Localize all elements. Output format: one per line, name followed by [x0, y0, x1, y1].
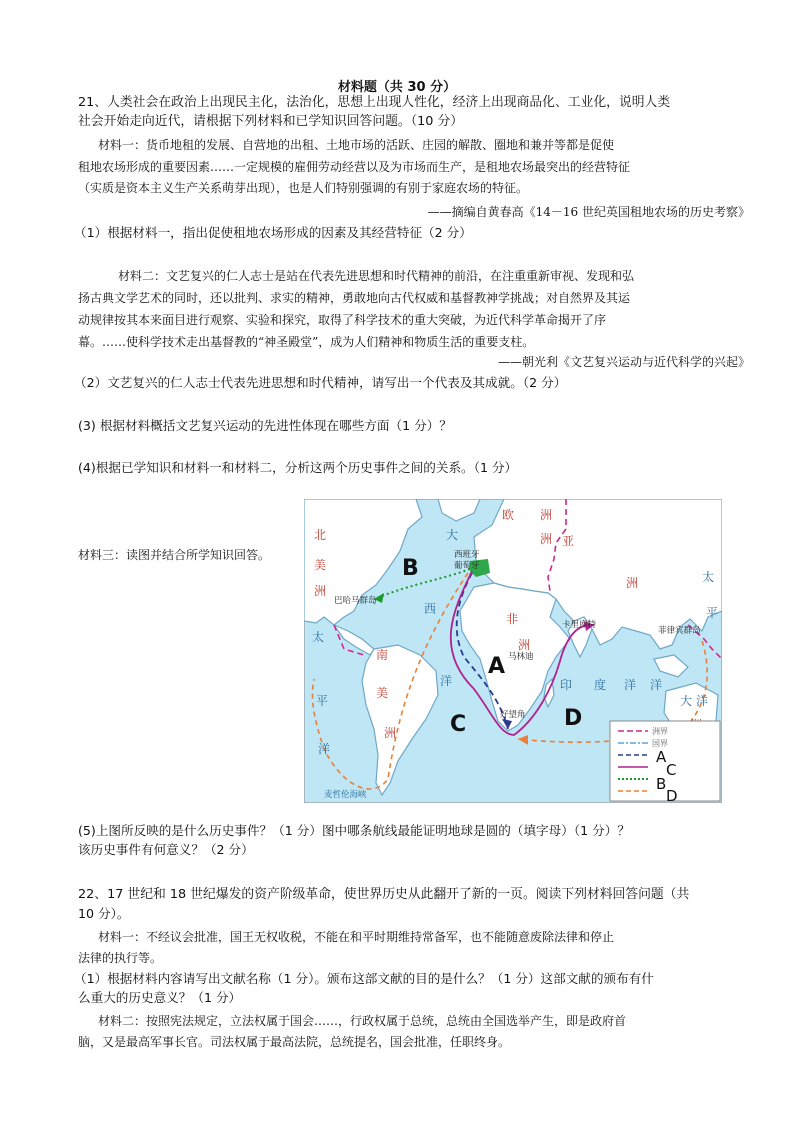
ocean-label-14: 洋	[696, 694, 709, 708]
map-legend	[610, 721, 720, 803]
ocean-label-7: 印	[560, 678, 573, 692]
q21-material1-line-2: 租地农场形成的重要因素……一定规模的雇佣劳动经营以及为市场而生产，是租地农场最突出的经营特征	[78, 160, 631, 174]
voyages-map	[304, 499, 722, 803]
place-label-portugal: 葡萄牙	[454, 561, 480, 571]
continent-label-2: 美	[314, 558, 327, 572]
place-label-bahamas: 巴哈马群岛	[334, 596, 377, 606]
legend-continent-border: 洲界	[652, 727, 668, 736]
q21-material1-line-3: （实质是资本主义生产关系萌芽出现），也是人们特别强调的有别于家庭农场的特征。	[78, 181, 529, 195]
q21-material2-source: ——朝光利《文艺复兴运动与近代科学的兴起》	[497, 355, 750, 369]
q21-question-5-line-1: (5)上图所反映的是什么历史事件？（1 分）图中哪条航线最能证明地球是圆的（填字母）（1 分）？	[78, 823, 630, 838]
place-label-cape: 好望角	[500, 710, 526, 720]
q22-material2-line-2: 脑，又是最高军事长官。司法权属于最高法院，总统提名，国会批准，任职终身。	[78, 1035, 511, 1049]
ocean-label-4: 太	[312, 630, 325, 644]
route-letter-b: B	[402, 556, 419, 581]
continent-label-11: 亚	[562, 534, 575, 548]
q21-material3: 材料三：读图并结合所学知识回答。	[78, 548, 271, 562]
continent-label-10: 洲	[518, 638, 531, 652]
continent-label-1: 北	[314, 528, 327, 542]
q21-question-4: (4)根据已学知识和材料一和材料二，分析这两个历史事件之间的关系。（1 分）	[78, 460, 518, 475]
q22-question-1-line-1: （1）根据材料内容请写出文献名称（1 分）。颁布这部文献的目的是什么？（1 分）这部文献的颁布有什	[74, 971, 654, 986]
q21-intro-line-1: 21、人类社会在政治上出现民主化，法治化，思想上出现人性化，经济上出现商品化、工业化，说明人类	[78, 95, 671, 110]
continent-label-5: 美	[376, 686, 389, 700]
continent-label-9: 非	[506, 612, 519, 626]
q21-material2-line-3: 动规律按其本来面目进行观察、实验和探究，取得了科学技术的重大突破，为近代科学革命揭开了序	[78, 313, 607, 327]
ocean-label-1: 大	[446, 528, 459, 542]
route-letter-a: A	[488, 654, 506, 679]
continent-label-13: 洲	[540, 532, 553, 546]
q22-material1-line-1: 材料一：不经议会批准，国王无权收税，不能在和平时期维持常备军，也不能随意废除法律和停止	[98, 930, 615, 944]
q21-question-2: （2）文艺复兴的仁人志士代表先进思想和时代精神，请写出一个代表及其成就。（2 分）	[74, 375, 567, 390]
legend-letter-d: D	[666, 787, 678, 803]
continent-label-8: 洲	[540, 508, 553, 522]
q22-intro-line-2: 10 分）。	[78, 906, 130, 921]
place-label-spain: 西班牙	[454, 550, 480, 560]
continent-label-6: 洲	[384, 726, 397, 740]
ocean-label-11: 平	[706, 606, 719, 620]
place-label-malindi: 马林迪	[508, 652, 534, 662]
ocean-label-3: 洋	[440, 674, 453, 688]
q22-question-1-line-2: 么重大的历史意义？（1 分）	[78, 990, 242, 1005]
continent-label-3: 洲	[314, 584, 327, 598]
ocean-label-9: 洋	[624, 678, 637, 692]
ocean-label-12: 洋	[650, 678, 663, 692]
route-letter-c: C	[450, 712, 467, 737]
legend-country-border: 国界	[652, 739, 668, 748]
continent-label-7: 欧	[502, 508, 515, 522]
continent-label-4: 南	[376, 648, 389, 662]
ocean-label-13: 大	[680, 694, 693, 708]
q21-intro-line-2: 社会开始走向近代，请根据下列材料和已学知识回答问题。（10 分）	[78, 114, 464, 129]
section-title: 材料题（共 30 分）	[337, 80, 457, 95]
q21-question-5-line-2: 该历史事件有何意义？（2 分）	[78, 842, 254, 857]
q21-material1-line-1: 材料一：货币地租的发展、自营地的出租、土地市场的活跃、庄园的解散、圈地和兼并等都是促使	[98, 138, 615, 152]
legend-letter-c: C	[666, 761, 677, 779]
ocean-label-8: 度	[594, 678, 607, 692]
continent-label-12: 洲	[626, 576, 639, 590]
q22-intro-line-1: 22、17 世纪和 18 世纪爆发的资产阶级革命，使世界历史从此翻开了新的一页。阅读下列材料回答问题（共	[78, 887, 690, 902]
ocean-label-6: 洋	[318, 742, 331, 756]
ocean-label-2: 西	[424, 602, 437, 616]
place-label-magellan: 麦哲伦海峡	[324, 790, 367, 800]
q21-material2-line-2: 扬古典文学艺术的同时，还以批判、求实的精神，勇敢地向古代权威和基督教神学挑战；对自然界及其运	[78, 291, 631, 305]
q21-question-1: （1）根据材料一，指出促使租地农场形成的因素及其经营特征（2 分）	[74, 225, 472, 240]
q21-question-3: (3) 根据材料概括文艺复兴运动的先进性体现在哪些方面（1 分）？	[78, 418, 452, 433]
legend-letter-b: B	[656, 775, 667, 793]
q22-material2-line-1: 材料二：按照宪法规定，立法权属于国会……，行政权属于总统，总统由全国选举产生，即是政府首	[98, 1014, 627, 1028]
place-label-philippines: 菲律宾群岛	[658, 626, 701, 636]
legend-letter-a: A	[656, 748, 667, 766]
q21-material2-line-4: 幕。……使科学技术走出基督教的“神圣殿堂”，成为人们精神和物质生活的重要支柱。	[78, 335, 535, 349]
q21-material2-line-1: 材料二：文艺复兴的仁人志士是站在代表先进思想和时代精神的前沿，在注重重新审视、发现和弘	[118, 269, 635, 283]
ocean-label-5: 平	[316, 694, 329, 708]
q22-material1-line-2: 法律的执行等。	[78, 951, 163, 965]
ocean-label-10: 太	[702, 570, 715, 584]
q21-material1-source: ——摘编自黄春高《14－16 世纪英国租地农场的历史考察》	[427, 205, 750, 219]
place-label-calicut: 卡里库特	[562, 620, 597, 630]
route-letter-d: D	[564, 706, 583, 731]
